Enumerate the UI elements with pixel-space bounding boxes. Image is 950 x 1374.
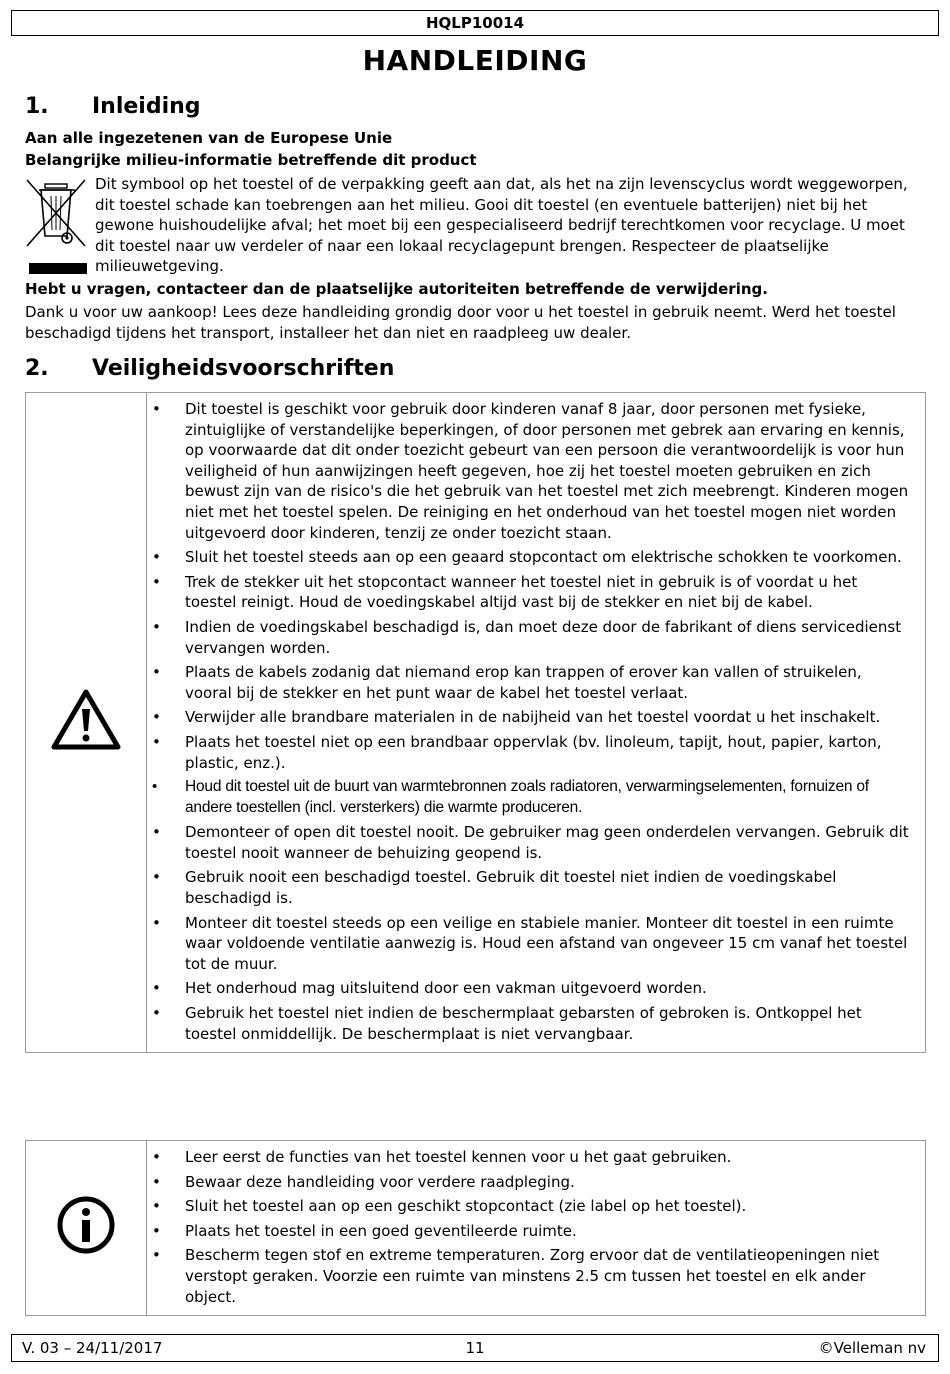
list-item (25, 662, 913, 703)
document-title: HANDLEIDING (362, 44, 588, 77)
section-title: Veiligheidsvoorschriften (92, 356, 395, 381)
page-number: 11 (465, 1339, 485, 1357)
list-item-text: Plaats de kabels zodanig dat niemand erop kan trappen of erover kan vallen of struikelen, vooral bij de stekker en het punt waar de kabel het toestel verlaat. (185, 663, 862, 702)
list-item-text: Gebruik het toestel niet indien de beschermplaat gebarsten of gebroken is. Ontkoppel het toestel onmiddellijk. De beschermplaat is niet vervangbaar. (185, 1004, 862, 1043)
list-item (25, 617, 913, 658)
bullet: • (152, 617, 161, 636)
environment-subheading: Belangrijke milieu-informatie betreffende dit product (25, 151, 477, 169)
list-item-text: Dit toestel is geschikt voor gebruik door kinderen vanaf 8 jaar, door personen met fysieke, zintuiglijke of verstandelijke beperkingen, of door personen met gebrek aan ervaring en kennis, op voorwaarde dat dit onder toezicht gebeurt van een persoon die verantwoordelijk is voor hun veiligheid of hun aanwijzingen heeft gegeven, hoe zij het toestel moeten gebruiken en zich bewust zijn van de risico's die het gebruik van het toestel met zich meebrengt. Kinderen mogen niet met het toestel spelen. De reiniging en het onderhoud van het toestel mogen niet worden uitgevoerd door kinderen, tenzij ze onder toezicht staan. (185, 400, 909, 542)
list-item (25, 572, 913, 613)
info-list (147, 1147, 913, 1307)
crossed-out-wheelie-bin-icon (25, 176, 91, 276)
list-item (25, 1147, 913, 1168)
bullet: • (152, 913, 161, 932)
bullet: • (152, 1148, 161, 1166)
bullet: • (152, 979, 161, 998)
list-item-text: Houd dit toestel uit de buurt van warmtebronnen zoals radiatoren, verwarmingselementen, fornuizen of andere toestellen (incl. versterkers) die warmte produceren. (185, 778, 869, 816)
section-heading-safety (25, 356, 394, 381)
bullet: • (152, 868, 161, 887)
list-item (25, 978, 913, 999)
disposal-notice: Hebt u vragen, contacteer dan de plaatselijke autoriteiten betreffende de verwijdering. (25, 280, 768, 298)
list-item (25, 547, 913, 568)
bullet: • (152, 400, 161, 418)
page-header (11, 10, 939, 36)
bullet: • (152, 1221, 161, 1240)
section-number: 1. (25, 94, 49, 119)
list-item-text: Leer eerst de functies van het toestel kennen voor u het gaat gebruiken. (185, 1148, 732, 1166)
bullet: • (152, 1004, 161, 1023)
list-item-text: Demonteer of open dit toestel nooit. De gebruiker mag geen onderdelen vervangen. Gebruik dit toestel nooit wanneer de behuizing geopend is. (185, 823, 909, 862)
info-list-cell (147, 1141, 926, 1316)
bullet: • (152, 732, 161, 751)
list-item-text: Sluit het toestel steeds aan op een geaard stopcontact om elektrische schokken te voorkomen. (185, 548, 902, 567)
bullet: • (152, 572, 161, 591)
list-item-text: Bescherm tegen stof en extreme temperaturen. Zorg ervoor dat de ventilatieopeningen niet verstopt geraken. Voorzie een ruimte van minstens 2.5 cm tussen het toestel en elk ander object. (185, 1246, 880, 1306)
list-item (25, 732, 913, 773)
list-item-text: Gebruik nooit een beschadigd toestel. Gebruik dit toestel niet indien de voedingskabel beschadigd is. (185, 868, 837, 908)
page-footer (11, 1334, 939, 1362)
list-item (25, 777, 913, 818)
list-item (25, 913, 913, 975)
bullet: • (152, 1172, 161, 1191)
warning-list-cell (147, 393, 926, 1053)
bullet: • (152, 708, 161, 727)
warning-list (147, 399, 913, 1044)
bullet: • (152, 548, 161, 567)
bullet: • (152, 1246, 161, 1265)
list-item-text: Trek de stekker uit het stopcontact wanneer het toestel niet in gebruik is of voordat u het toestel reinigt. Houd de voedingskabel altijd vast bij de stekker en niet bij de kabel. (185, 572, 858, 612)
list-item (25, 1003, 913, 1044)
list-item (25, 1245, 913, 1307)
thanks-paragraph: Dank u voor uw aankoop! Lees deze handleiding grondig door voor u het toestel in gebruik neemt. Werd het toestel beschadigd tijdens het transport, installeer het dan niet en raadpleeg uw dealer. (25, 303, 896, 342)
section-heading-inleiding (25, 94, 201, 119)
info-table (25, 1140, 926, 1316)
list-item-text: Monteer dit toestel steeds op een veilige en stabiele manier. Monteer dit toestel in een ruimte waar voldoende ventilatie aanwezig is. Houd een afstand van ongeveer 15 cm vanaf het toestel tot de muur. (185, 913, 908, 973)
list-item-text: Bewaar deze handleiding voor verdere raadpleging. (185, 1172, 575, 1191)
list-item-text: Plaats het toestel in een goed geventileerde ruimte. (185, 1221, 577, 1240)
list-item (25, 822, 913, 863)
safety-warnings-table (25, 392, 926, 1053)
list-item-text: Plaats het toestel niet op een brandbaar oppervlak (bv. linoleum, tapijt, hout, papier, karton, plastic, enz.). (185, 732, 882, 772)
eu-subheading: Aan alle ingezetenen van de Europese Unie (25, 129, 393, 147)
weee-paragraph: Dit symbool op het toestel of de verpakking geeft aan dat, als het na zijn levenscyclus wordt weggeworpen, dit toestel schade kan toebrengen aan het milieu. Gooi dit toestel (en eventuele batterijen) niet bij het gewone huishoudelijke afval; het moet bij een gespecialiseerd bedrijf terechtkomen voor recyclage. U moet dit toestel naar uw verdeler of naar een lokaal recyclagepunt brengen. Respecteer de plaatselijke milieuwetgeving. (95, 175, 908, 276)
list-item (25, 399, 913, 543)
bullet: • (152, 778, 158, 796)
list-item-text: Het onderhoud mag uitsluitend door een vakman uitgevoerd worden. (185, 979, 707, 998)
list-item-text: Sluit het toestel aan op een geschikt stopcontact (zie label op het toestel). (185, 1197, 747, 1216)
list-item-text: Indien de voedingskabel beschadigd is, dan moet deze door de fabrikant of diens servicedienst vervangen worden. (185, 617, 902, 657)
section-number: 2. (25, 356, 49, 381)
version-date: V. 03 – 24/11/2017 (22, 1339, 163, 1357)
bullet: • (152, 1197, 161, 1216)
list-item (25, 1221, 913, 1242)
copyright: ©Velleman nv (818, 1339, 926, 1357)
bullet: • (152, 823, 161, 842)
list-item (25, 1172, 913, 1193)
list-item (25, 867, 913, 908)
list-item (25, 1196, 913, 1217)
bullet: • (152, 663, 161, 682)
list-item (25, 707, 913, 728)
list-item-text: Verwijder alle brandbare materialen in de nabijheid van het toestel voordat u het inschakelt. (185, 708, 881, 727)
section-title: Inleiding (92, 94, 201, 119)
model-number: HQLP10014 (425, 14, 525, 32)
